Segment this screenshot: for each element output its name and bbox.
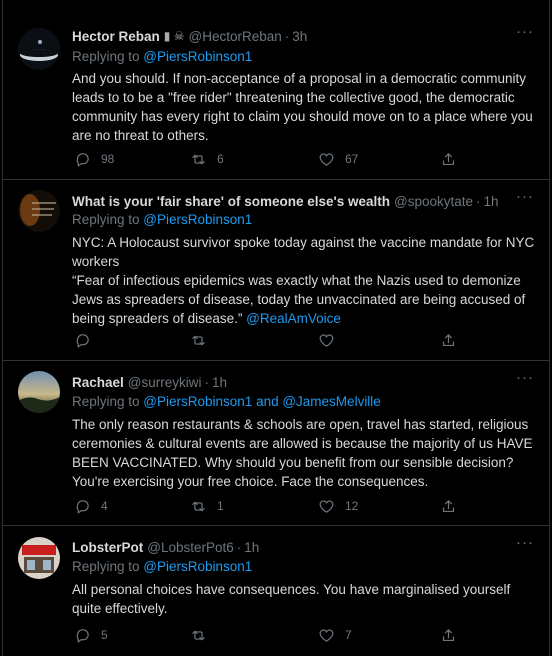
handle[interactable]: @spookytate [393, 193, 473, 209]
tweet-body-line1: NYC: A Holocaust survivor spoke today against the vaccine mandate for NYC workers [72, 235, 535, 269]
tweet-header [72, 537, 259, 557]
like-icon [318, 627, 335, 644]
mention-link[interactable]: @PiersRobinson1 [143, 212, 253, 227]
handle[interactable]: @surreykiwi [127, 374, 202, 390]
retweet-icon [190, 498, 207, 515]
more-icon[interactable]: ··· [516, 188, 534, 205]
avatar[interactable] [18, 537, 60, 579]
tweet-actions [72, 331, 462, 349]
tweet-body: The only reason restaurants & schools are open, travel has started, religious ceremonies & cultural events are allowed is because the majority of us HAVE BEEN VACCINATED. Why should you benefit from our sensible decision? You're exercising your free choice. Face the consequences. [72, 417, 533, 489]
share-button[interactable] [440, 626, 457, 644]
reply-count: 98 [101, 152, 115, 166]
replying-to [72, 49, 252, 67]
retweet-count: 6 [217, 152, 224, 166]
reply-count: 4 [101, 499, 108, 513]
handle[interactable]: @LobsterPot6 [147, 539, 234, 555]
more-icon[interactable]: ··· [516, 534, 534, 551]
replying-label: Replying to [72, 559, 144, 574]
display-name[interactable]: What is your 'fair share' of someone else's wealth [72, 193, 390, 209]
avatar-image [18, 537, 60, 579]
replying-to [72, 212, 252, 230]
tweet-actions [72, 497, 462, 515]
reply-button[interactable] [74, 497, 108, 515]
display-name[interactable]: LobsterPot [72, 539, 144, 555]
like-button[interactable] [318, 626, 352, 644]
handle[interactable]: @HectorReban [188, 28, 282, 44]
mention-link[interactable]: @RealAmVoice [246, 311, 341, 326]
tweet-text [72, 415, 535, 491]
timestamp[interactable]: 1h [212, 374, 228, 390]
like-count: 67 [345, 152, 359, 166]
replying-label: Replying to [72, 49, 144, 64]
retweet-icon [190, 332, 207, 349]
separator: · [204, 374, 209, 390]
reply-icon [74, 498, 91, 515]
retweet-icon [190, 151, 207, 168]
flag-skull-icon: ▮ ☠ [163, 29, 185, 43]
share-icon [440, 332, 457, 349]
quote-text: “Fear of infectious epidemics was exactly what the Nazis used to demonize Jews as spreaders of disease, today the unvaccinated are being accused of being spreaders of disease.” [72, 273, 526, 326]
retweet-icon [190, 627, 207, 644]
and-label: and [252, 394, 283, 409]
tweet-hector[interactable] [3, 14, 549, 180]
tweet-text [72, 233, 535, 328]
share-icon [440, 151, 457, 168]
share-icon [440, 498, 457, 515]
more-icon[interactable]: ··· [516, 369, 534, 386]
tweet-actions [72, 626, 462, 644]
tweet-spookytate[interactable] [3, 180, 549, 361]
avatar[interactable] [18, 28, 60, 70]
tweet-body-line2 [72, 271, 535, 328]
retweet-count: 1 [217, 499, 224, 513]
replying-to [72, 394, 381, 412]
retweet-button[interactable] [190, 626, 207, 644]
retweet-button[interactable] [190, 150, 224, 168]
tweet-header [72, 191, 499, 211]
share-button[interactable] [440, 331, 457, 349]
timestamp[interactable]: 1h [244, 539, 260, 555]
tweet-lobsterpot[interactable] [3, 526, 549, 656]
like-icon [318, 151, 335, 168]
like-button[interactable] [318, 331, 335, 349]
display-name[interactable]: Hector Reban [72, 28, 160, 44]
replying-label: Replying to [72, 394, 144, 409]
tweet-header [72, 372, 227, 392]
more-icon[interactable]: ··· [516, 23, 534, 40]
avatar-image [18, 28, 60, 70]
like-button[interactable] [318, 497, 358, 515]
mention-link[interactable]: @PiersRobinson1 [143, 49, 253, 64]
tweet-body: All personal choices have consequences. You have marginalised yourself quite effectively. [72, 582, 511, 616]
reply-icon [74, 151, 91, 168]
share-icon [440, 627, 457, 644]
timestamp[interactable]: 1h [483, 193, 499, 209]
retweet-button[interactable] [190, 331, 207, 349]
reply-icon [74, 332, 91, 349]
display-name[interactable]: Rachael [72, 374, 124, 390]
mention-link[interactable]: @PiersRobinson1 [143, 559, 253, 574]
mention-link[interactable]: @JamesMelville [282, 394, 381, 409]
reply-button[interactable] [74, 331, 91, 349]
like-icon [318, 332, 335, 349]
replying-to [72, 559, 252, 577]
replying-label: Replying to [72, 212, 144, 227]
avatar[interactable] [18, 371, 60, 413]
reply-button[interactable] [74, 150, 114, 168]
like-button[interactable] [318, 150, 358, 168]
separator: · [284, 28, 290, 44]
tweet-actions [72, 150, 462, 168]
reply-count: 5 [101, 628, 108, 642]
reply-button[interactable] [74, 626, 108, 644]
tweet-text [72, 580, 535, 618]
avatar-image [18, 371, 60, 413]
separator: · [236, 539, 242, 555]
tweet-body: And you should. If non-acceptance of a proposal in a democratic community leads to to be a "free rider" threatening the collective good, the democratic community has every right to claim you should move on to a place where you are no threat to others. [72, 71, 533, 143]
share-button[interactable] [440, 497, 457, 515]
avatar-image [18, 190, 60, 232]
like-count: 12 [345, 499, 359, 513]
mention-link[interactable]: @PiersRobinson1 [143, 394, 253, 409]
retweet-button[interactable] [190, 497, 224, 515]
reply-icon [74, 627, 91, 644]
avatar[interactable] [18, 190, 60, 232]
like-count: 7 [345, 628, 352, 642]
share-button[interactable] [440, 150, 457, 168]
like-icon [318, 498, 335, 515]
tweet-text [72, 69, 535, 145]
timeline [2, 0, 550, 656]
tweet-rachael[interactable] [3, 361, 549, 526]
timestamp[interactable]: 3h [292, 28, 308, 44]
separator: · [475, 193, 481, 209]
tweet-header [72, 26, 307, 46]
